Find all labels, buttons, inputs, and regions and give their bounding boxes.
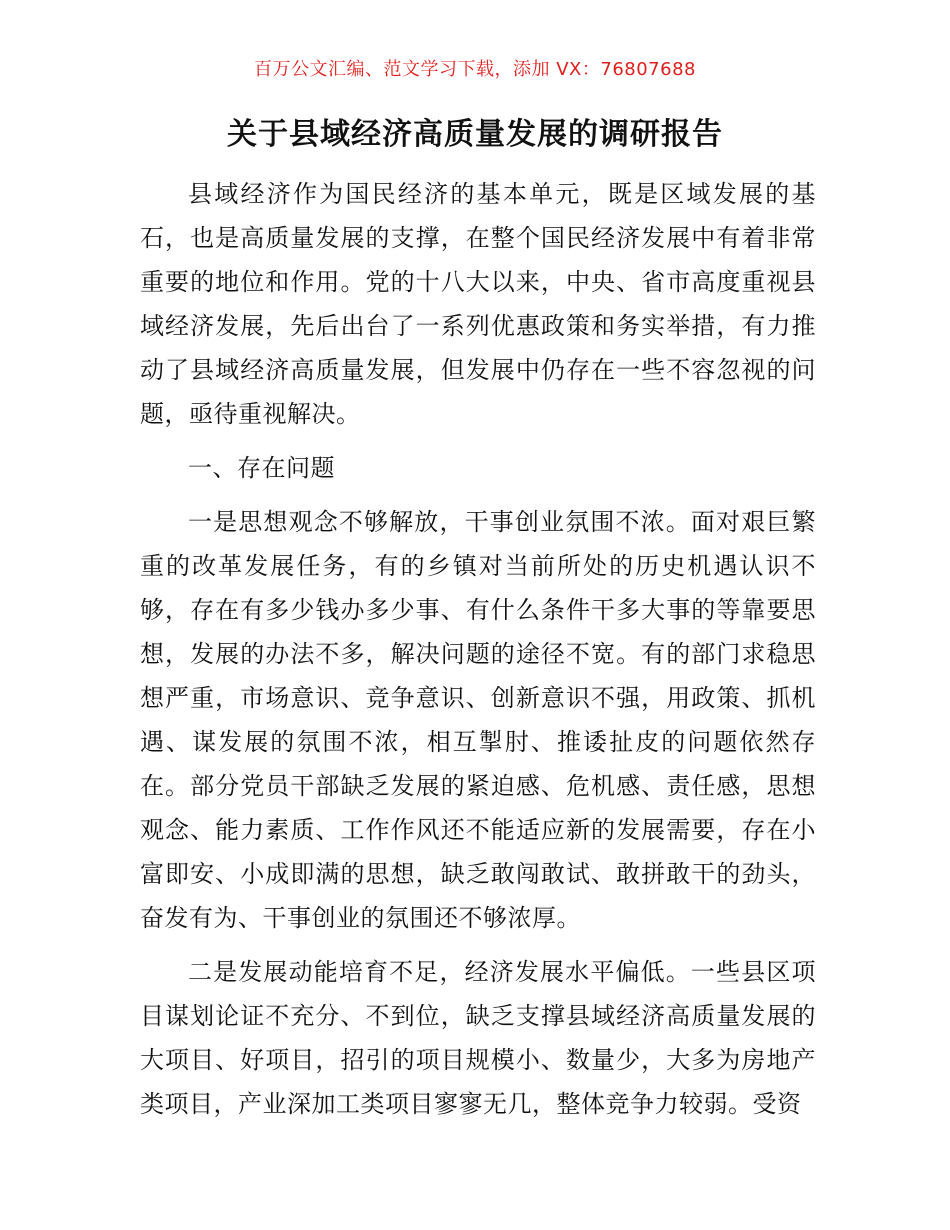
paragraph-problem-1: 一是思想观念不够解放，干事创业氛围不浓。面对艰巨繁重的改革发展任务，有的乡镇对当前所处的历史机遇认识不够，存在有多少钱办多少事、有什么条件干多大事的等靠要思想，发展的办法不多，解决问题的途径不宽。有的部门求稳思想严重，市场意识、竞争意识、创新意识不强，用政策、抓机遇、谋发展的氛围不浓，相互掣肘、推诿扯皮的问题依然存在。部分党员干部缺乏发展的紧迫感、危机感、责任感，思想观念、能力素质、工作作风还不能适应新的发展需要，存在小富即安、小成即满的思想，缺乏敢闯敢试、敢拼敢干的劲头，奋发有为、干事创业的氛围还不够浓厚。 xyxy=(140,508,816,932)
paragraph-problem-2: 二是发展动能培育不足，经济发展水平偏低。一些县区项目谋划论证不充分、不到位，缺乏支撑县域经济高质量发展的大项目、好项目，招引的项目规模小、数量少，大多为房地产类项目，产业深加工类项目寥寥无几，整体竞争力较弱。受资 xyxy=(140,958,816,1118)
document-body xyxy=(140,172,816,1136)
paragraph-intro: 县域经济作为国民经济的基本单元，既是区域发展的基石，也是高质量发展的支撑，在整个国民经济发展中有着非常重要的地位和作用。党的十八大以来，中央、省市高度重视县域经济发展，先后出台了一系列优惠政策和务实举措，有力推动了县域经济高质量发展，但发展中仍存在一些不容忽视的问题，亟待重视解决。 xyxy=(140,180,816,428)
section-heading-problems: 一、存在问题 xyxy=(188,454,335,482)
header-watermark-note: 百万公文汇编、范文学习下载，添加 VX：76807688 xyxy=(254,59,696,80)
document-title: 关于县域经济高质量发展的调研报告 xyxy=(227,117,723,152)
